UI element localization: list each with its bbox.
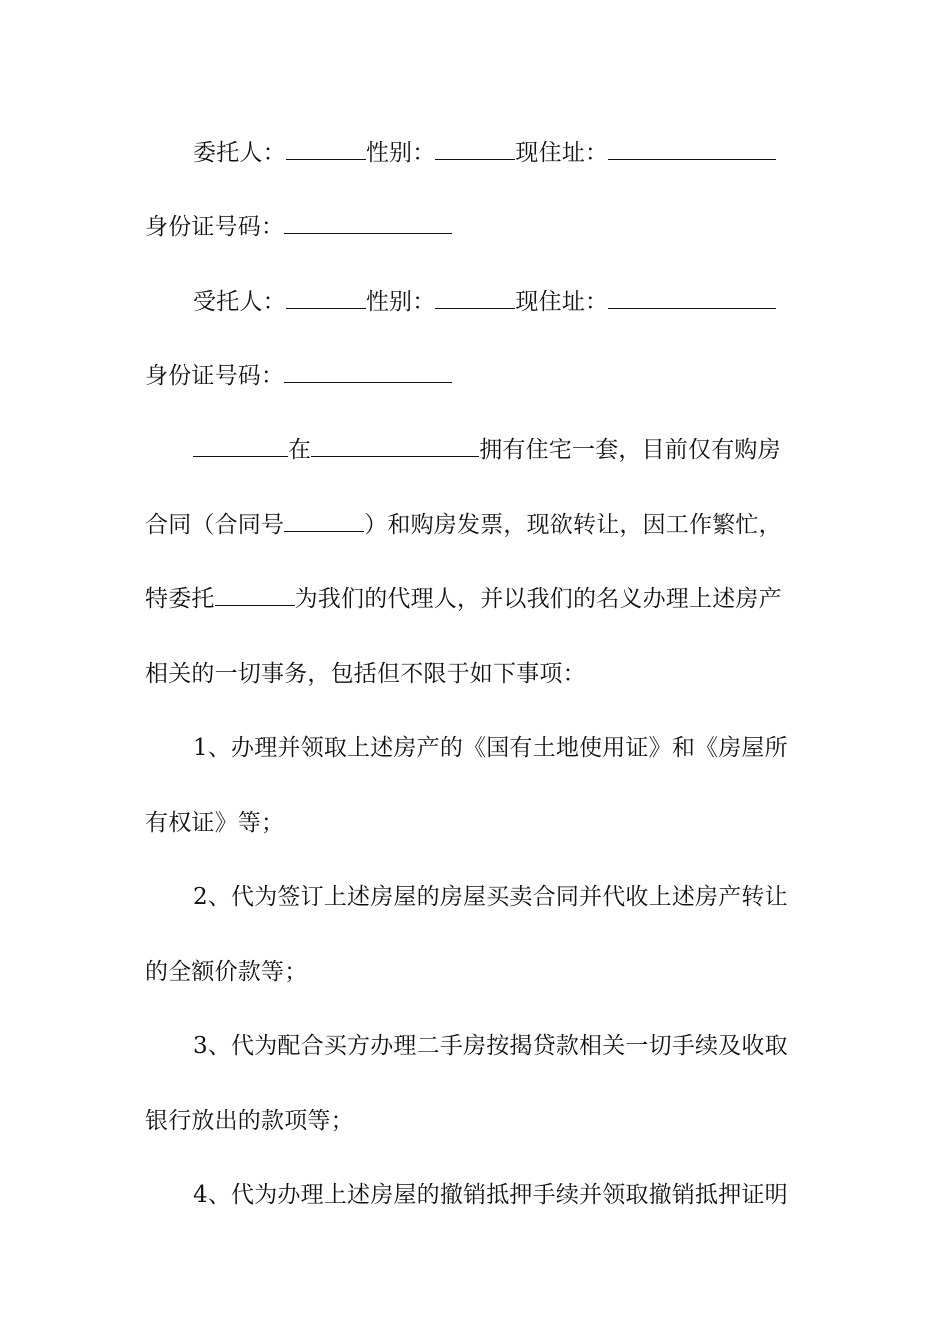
location-blank	[311, 430, 479, 457]
item-2-text-1: 2、代为签订上述房屋的房屋买卖合同并代收上述房产转让	[193, 884, 788, 910]
item-1-text-1: 1、办理并领取上述房产的《国有土地使用证》和《房屋所	[193, 735, 788, 761]
agent-id-blank	[284, 356, 452, 383]
agent-name-blank-2	[215, 579, 295, 606]
body-text-3a: 特委托	[145, 586, 215, 612]
agent-gender-label: 性别：	[365, 289, 436, 315]
body-line-3	[145, 579, 815, 619]
body-line-4	[145, 654, 815, 694]
owner-blank	[193, 430, 288, 457]
body-line-2	[145, 505, 815, 545]
principal-id-blank	[284, 207, 452, 234]
principal-address-label: 现住址：	[515, 140, 609, 166]
body-text-4: 相关的一切事务，包括但不限于如下事项：	[145, 661, 586, 687]
item-3-line-2	[145, 1101, 815, 1141]
body-text-1b: 拥有住宅一套，目前仅有购房	[479, 437, 781, 463]
item-1-line-2	[145, 803, 815, 843]
agent-name-blank	[286, 282, 366, 309]
principal-gender-label: 性别：	[365, 140, 436, 166]
body-text-2b: ）和购房发票，现欲转让，因工作繁忙，	[364, 512, 782, 538]
item-2-line-2	[145, 952, 815, 992]
item-2-text-2: 的全额价款等；	[145, 959, 308, 985]
item-1-text-2: 有权证》等；	[145, 810, 285, 836]
principal-address-blank	[608, 133, 776, 160]
principal-gender-blank	[435, 133, 515, 160]
principal-id-line	[145, 207, 815, 247]
agent-id-line	[145, 356, 815, 396]
agent-address-blank	[608, 282, 776, 309]
item-4-line-1	[193, 1175, 863, 1215]
item-3-text-2: 银行放出的款项等；	[145, 1108, 354, 1134]
body-text-1a: 在	[288, 437, 312, 463]
body-text-3b: 为我们的代理人，并以我们的名义办理上述房产	[294, 586, 782, 612]
body-text-2a: 合同（合同号	[145, 512, 285, 538]
agent-line	[193, 282, 863, 322]
principal-name-blank	[286, 133, 366, 160]
agent-address-label: 现住址：	[515, 289, 609, 315]
agent-gender-blank	[435, 282, 515, 309]
item-3-text-1: 3、代为配合买方办理二手房按揭贷款相关一切手续及收取	[193, 1033, 788, 1059]
principal-id-label: 身份证号码：	[145, 214, 285, 240]
body-line-1	[193, 430, 863, 470]
contract-number-blank	[284, 505, 364, 532]
principal-role-label: 委托人：	[193, 140, 286, 166]
agent-role-label: 受托人：	[193, 289, 286, 315]
principal-line	[193, 133, 863, 173]
item-4-text-1: 4、代为办理上述房屋的撤销抵押手续并领取撤销抵押证明	[193, 1182, 788, 1208]
agent-id-label: 身份证号码：	[145, 363, 285, 389]
item-3-line-1	[193, 1026, 863, 1066]
item-2-line-1	[193, 877, 863, 917]
item-1-line-1	[193, 728, 863, 768]
